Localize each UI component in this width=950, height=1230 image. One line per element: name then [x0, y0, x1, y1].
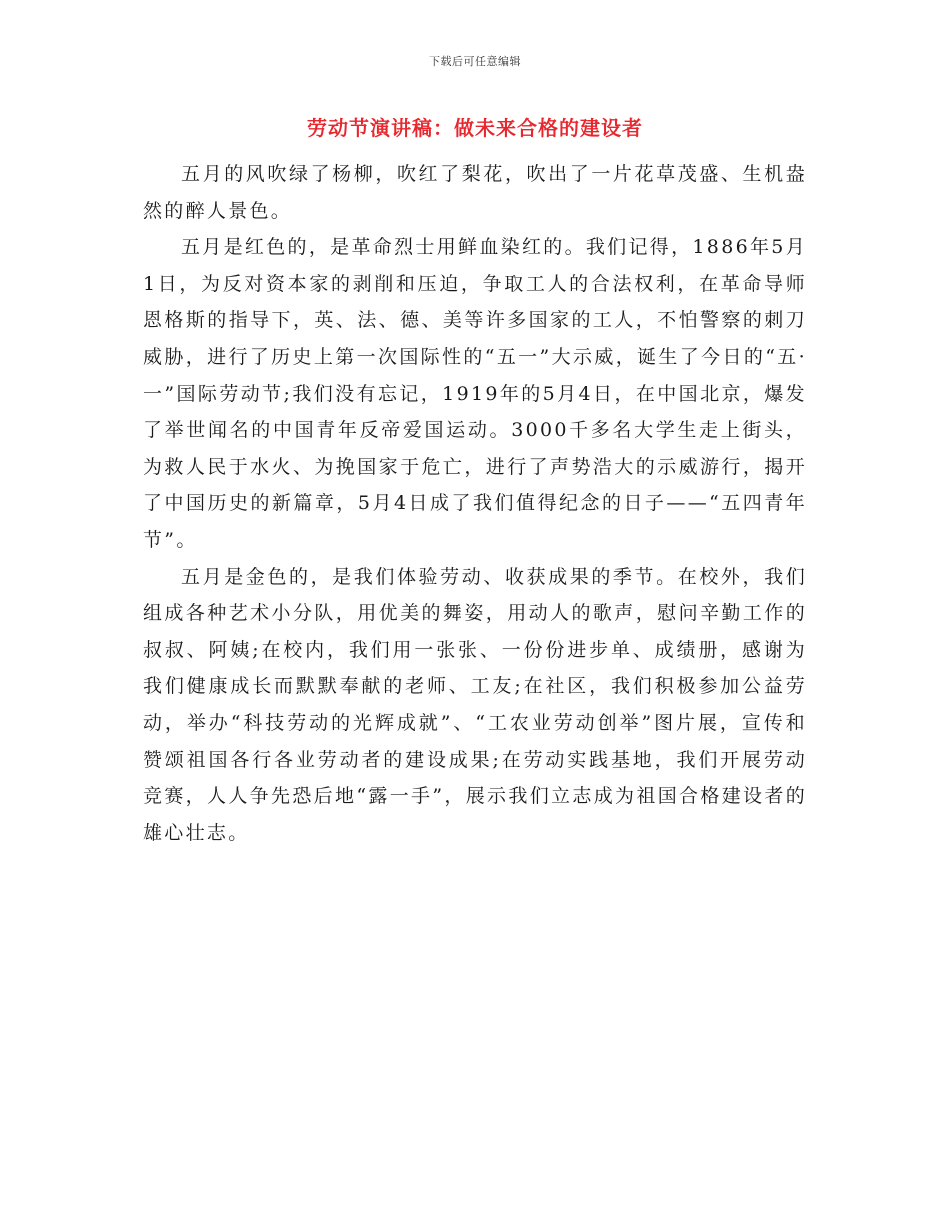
- document-body: [143, 156, 807, 851]
- document-title: 劳动节演讲稿：做未来合格的建设者: [307, 116, 643, 140]
- paragraph: 五月的风吹绿了杨柳，吹红了梨花，吹出了一片花草茂盛、生机盎然的醉人景色。: [143, 163, 807, 222]
- paragraph: 五月是红色的，是革命烈士用鲜血染红的。我们记得，1886年5月1日，为反对资本家的剥削和压迫，争取工人的合法权利，在革命导师恩格斯的指导下，英、法、德、美等许多国家的工人，不怕警察的刺刀威胁，进行了历史上第一次国际性的“五一”大示威，诞生了今日的“五·一”国际劳动节;我们没有忘记，1919年的5月4日，在中国北京，爆发了举世闻名的中国青年反帝爱国运动。3000千多名大学生走上街头，为救人民于水火、为挽国家于危亡，进行了声势浩大的示威游行，揭开了中国历史的新篇章，5月4日成了我们值得纪念的日子——“五四青年节”。: [143, 236, 807, 551]
- header-note: 下载后可任意编辑: [429, 55, 521, 68]
- paragraph: 五月是金色的，是我们体验劳动、收获成果的季节。在校外，我们组成各种艺术小分队，用优美的舞姿，用动人的歌声，慰问辛勤工作的叔叔、阿姨;在校内，我们用一张张、一份份进步单、成绩册，感谢为我们健康成长而默默奉献的老师、工友;在社区，我们积极参加公益劳动，举办“科技劳动的光辉成就”、“工农业劳动创举”图片展，宣传和赞颂祖国各行各业劳动者的建设成果;在劳动实践基地，我们开展劳动竞赛，人人争先恐后地“露一手”，展示我们立志成为祖国合格建设者的雄心壮志。: [143, 565, 807, 844]
